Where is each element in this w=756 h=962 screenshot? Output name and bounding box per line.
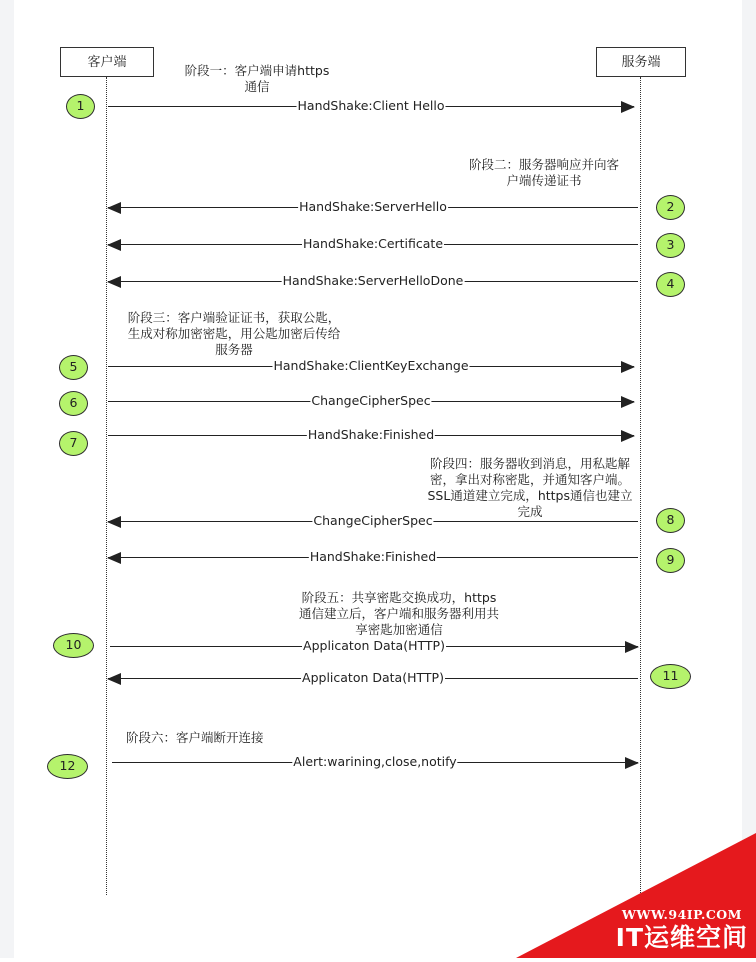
- arrowhead-right-icon: [621, 361, 635, 373]
- message-label: HandShake:Finished: [307, 427, 435, 442]
- watermark-brand: IT运维空间: [615, 923, 748, 952]
- phase-4-note: [410, 456, 650, 520]
- step-badge-2: 2: [656, 195, 685, 220]
- phase-3-line-2: 生成对称加密密匙，用公匙加密后传给: [127, 326, 341, 341]
- phase-1-line-1: 阶段一：客户端申请https: [184, 63, 330, 78]
- phase-4-line-2: 密，拿出对称密匙，并通知客户端。: [429, 472, 630, 487]
- step-badge-12: 12: [47, 754, 88, 779]
- message-label: HandShake:Finished: [309, 549, 437, 564]
- message-label: HandShake:ServerHelloDone: [282, 273, 464, 288]
- message-label: ChangeCipherSpec: [313, 513, 433, 528]
- watermark: [516, 833, 756, 958]
- message-5: [108, 359, 634, 373]
- arrowhead-left-icon: [107, 276, 121, 288]
- phase-6-line-1: 阶段六：客户端断开连接: [126, 730, 264, 745]
- step-badge-8: 8: [656, 508, 685, 533]
- arrowhead-right-icon: [625, 757, 639, 769]
- watermark-url: WWW.94IP.COM: [621, 907, 742, 922]
- message-3: [108, 237, 638, 251]
- phase-2-note: [456, 157, 632, 189]
- step-badge-6: 6: [59, 391, 88, 416]
- message-label: HandShake:Certificate: [302, 236, 444, 251]
- message-11: [108, 671, 638, 685]
- phase-5-line-2: 通信建立后，客户端和服务器利用共: [298, 606, 499, 621]
- server-actor-box: 服务端: [596, 47, 686, 77]
- message-4: [108, 274, 638, 288]
- message-label: HandShake:Client Hello: [297, 98, 445, 113]
- message-10: [110, 639, 638, 653]
- message-label: Applicaton Data(HTTP): [302, 670, 444, 685]
- phase-5-line-1: 阶段五：共享密匙交换成功，https: [301, 590, 497, 605]
- message-label: HandShake:ServerHello: [299, 199, 447, 214]
- message-7: [108, 428, 634, 442]
- step-badge-10: 10: [53, 633, 94, 658]
- phase-4-line-1: 阶段四：服务器收到消息，用私匙解: [429, 456, 630, 471]
- step-badge-11: 11: [650, 664, 691, 689]
- message-6: [108, 394, 634, 408]
- message-label: ChangeCipherSpec: [311, 393, 431, 408]
- phase-1-note: [172, 63, 342, 95]
- step-badge-7: 7: [59, 431, 88, 456]
- message-2: [108, 200, 638, 214]
- client-lifeline: [106, 77, 107, 895]
- phase-5-note: [284, 590, 514, 638]
- step-badge-5: 5: [59, 355, 88, 380]
- message-label: Alert:warining,close,notify: [293, 754, 457, 769]
- message-9: [108, 550, 638, 564]
- arrowhead-left-icon: [107, 673, 121, 685]
- arrowhead-right-icon: [621, 396, 635, 408]
- left-margin-strip: [0, 0, 14, 958]
- step-badge-4: 4: [656, 272, 685, 297]
- phase-4-line-4: 完成: [517, 504, 543, 519]
- message-12: [112, 755, 638, 769]
- arrowhead-left-icon: [107, 239, 121, 251]
- arrowhead-right-icon: [621, 101, 635, 113]
- phase-1-line-2: 通信: [244, 79, 270, 94]
- step-badge-1: 1: [66, 94, 95, 119]
- arrowhead-left-icon: [107, 202, 121, 214]
- phase-5-line-3: 享密匙加密通信: [355, 622, 443, 637]
- phase-2-line-2: 户端传递证书: [506, 173, 582, 188]
- phase-3-line-3: 服务器: [215, 342, 253, 357]
- step-badge-9: 9: [656, 548, 685, 573]
- arrowhead-left-icon: [107, 516, 121, 528]
- step-badge-3: 3: [656, 233, 685, 258]
- arrowhead-left-icon: [107, 552, 121, 564]
- message-label: HandShake:ClientKeyExchange: [273, 358, 469, 373]
- phase-4-line-3: SSL通道建立完成，https通信也建立: [427, 488, 633, 503]
- message-1: [108, 99, 634, 113]
- arrowhead-right-icon: [625, 641, 639, 653]
- phase-6-note: [126, 730, 286, 746]
- message-label: Applicaton Data(HTTP): [303, 638, 445, 653]
- right-margin-strip: [742, 0, 756, 958]
- phase-3-line-1: 阶段三：客户端验证证书，获取公匙，: [127, 310, 341, 325]
- arrowhead-right-icon: [621, 430, 635, 442]
- client-actor-box: 客户端: [60, 47, 154, 77]
- phase-3-note: [112, 310, 356, 358]
- phase-2-line-1: 阶段二：服务器响应并向客: [468, 157, 619, 172]
- message-8: [108, 514, 638, 528]
